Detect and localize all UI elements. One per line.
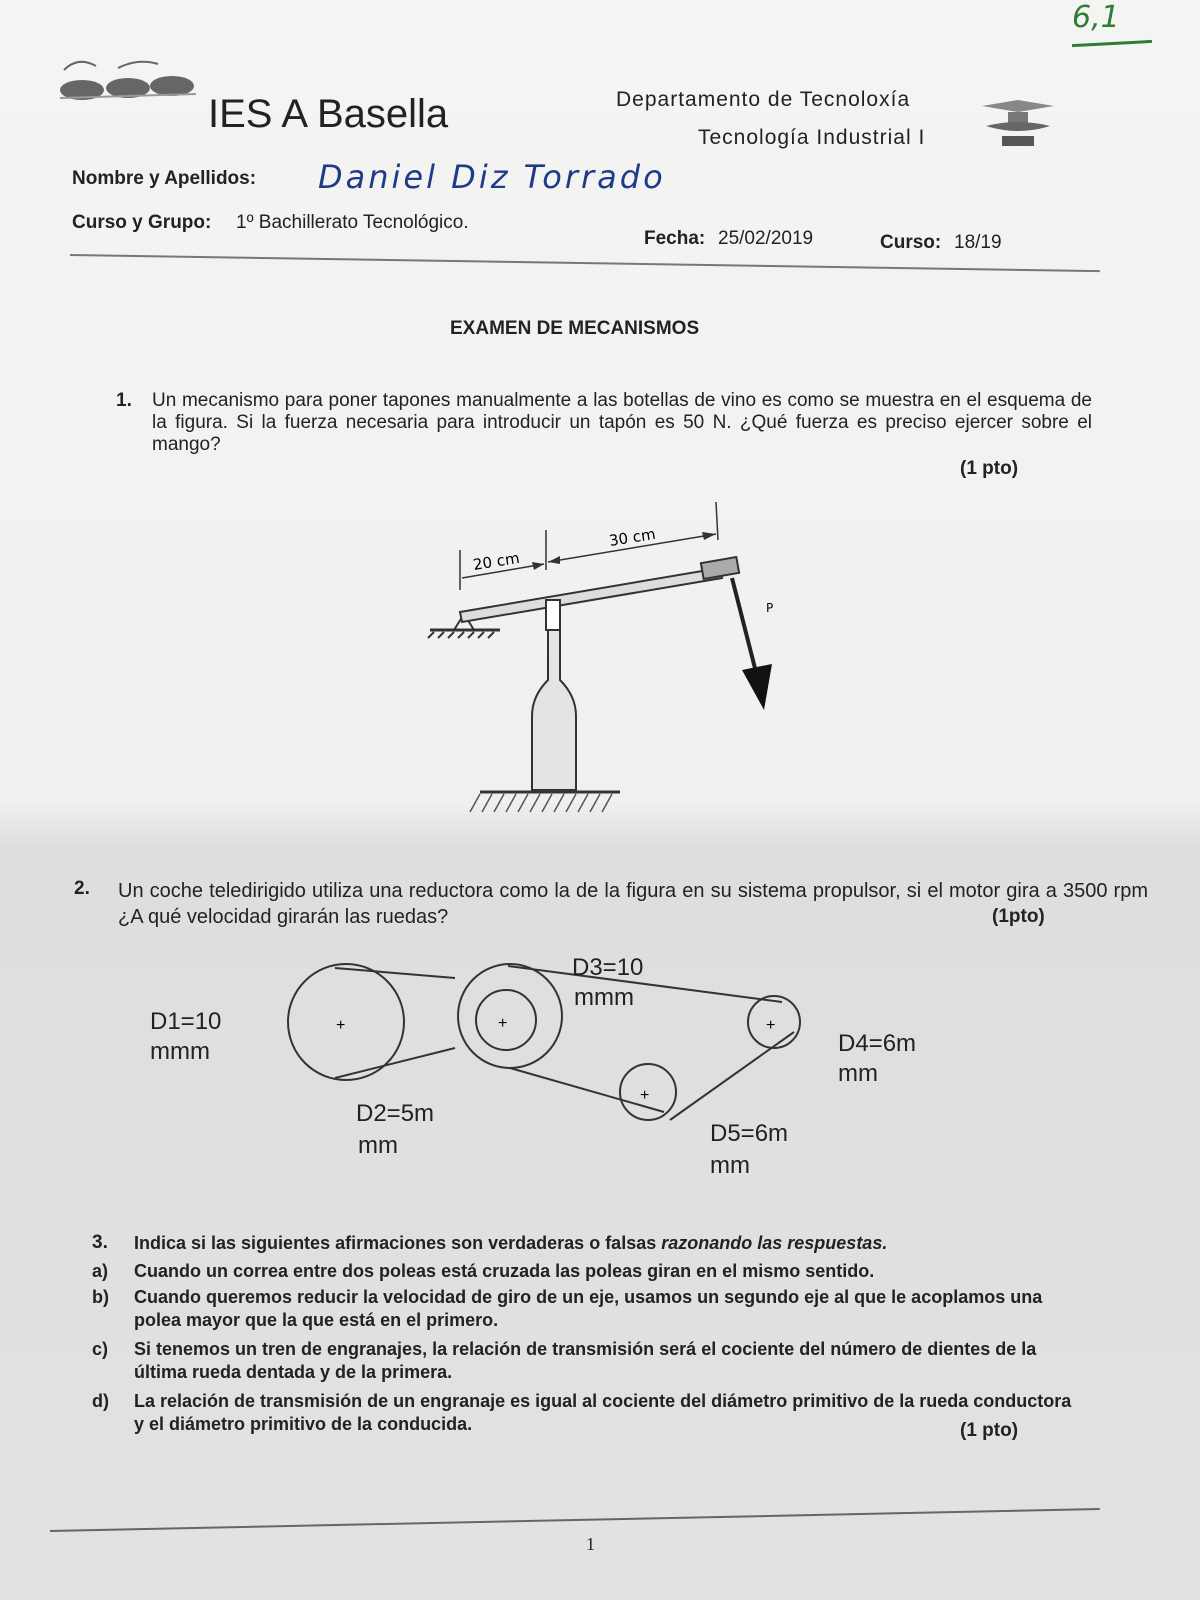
belt-d1-d2-top bbox=[335, 968, 455, 978]
q1-text: Un mecanismo para poner tapones manualmente a las botellas de vino es como se muestra en el esquema de la figura. Si la fuerza necesaria para introducir un tapón es 50 N. ¿Qué fuerza es preciso ejercer sobre el mango? bbox=[152, 390, 1092, 455]
q3-item-a-letter: a) bbox=[92, 1261, 109, 1281]
subject-name: Tecnología Industrial I bbox=[698, 126, 926, 149]
exam-title: EXAMEN DE MECANISMOS bbox=[450, 318, 700, 339]
year-value: 18/19 bbox=[954, 232, 1002, 253]
q3-item-b: Cuando queremos reducir la velocidad de giro de un eje, usamos un segundo eje al que le acoplamos una polea mayor que la que está en el primero. bbox=[134, 1287, 1043, 1330]
grade-underline bbox=[1072, 40, 1152, 47]
grade-mark: 6,1 bbox=[1072, 0, 1120, 35]
pulley-d3 bbox=[458, 964, 562, 1068]
force-arrow-head bbox=[742, 664, 772, 710]
label-d3: D3=10 bbox=[572, 954, 644, 981]
pulley-d2-plus: + bbox=[498, 1015, 508, 1032]
q1-number: 1. bbox=[116, 390, 132, 411]
label-d4: D4=6m bbox=[838, 1030, 917, 1057]
pivot-hatch bbox=[428, 632, 494, 638]
q3-item-c: Si tenemos un tren de engranajes, la relación de transmisión será el cociente del número de dientes de la última rueda dentada y de la primera. bbox=[134, 1339, 1037, 1382]
date-value: 25/02/2019 bbox=[718, 228, 814, 249]
name-value: Daniel Diz Torrado bbox=[318, 158, 666, 196]
date-label: Fecha: bbox=[644, 228, 706, 249]
belt-d5-d4 bbox=[670, 1032, 794, 1120]
force-arrow-shaft bbox=[732, 578, 758, 680]
q3-item-a: Cuando un correa entre dos poleas está cruzada las poleas giran en el mismo sentido. bbox=[134, 1261, 875, 1281]
q1-points: (1 pto) bbox=[960, 458, 1019, 479]
pulley-d5-plus: + bbox=[640, 1087, 650, 1104]
dim-arrow-30a bbox=[548, 556, 560, 564]
header-divider bbox=[70, 254, 1100, 272]
label-d2: D2=5m bbox=[356, 1100, 435, 1127]
pulley-d4-plus: + bbox=[766, 1017, 776, 1034]
plunger bbox=[546, 600, 560, 630]
label-d5-unit: mm bbox=[710, 1152, 750, 1179]
dim-arrow-20 bbox=[532, 562, 544, 570]
bottle bbox=[532, 630, 576, 790]
school-logo-icon bbox=[58, 52, 198, 108]
q3-item-b-letter: b) bbox=[92, 1287, 109, 1307]
footer-divider bbox=[50, 1508, 1100, 1532]
label-d3-unit: mmm bbox=[574, 984, 634, 1011]
dim-label-20: 20 cm bbox=[471, 548, 521, 574]
label-d1: D1=10 bbox=[150, 1008, 222, 1035]
course-value: 1º Bachillerato Tecnológico. bbox=[236, 212, 469, 233]
q3-item-d: La relación de transmisión de un engranaje es igual al cociente del diámetro primitivo de la rueda conductora y el diámetro primitivo de la conducida. bbox=[134, 1391, 1072, 1434]
department-emblem-icon bbox=[978, 96, 1058, 152]
q3-item-d-letter: d) bbox=[92, 1391, 109, 1411]
school-name: IES A Basella bbox=[208, 92, 449, 136]
belt-d3-d4-top bbox=[508, 966, 782, 1002]
label-d1-unit: mmm bbox=[150, 1038, 210, 1065]
department-name: Departamento de Tecnoloxía bbox=[616, 88, 911, 111]
q3-points: (1 pto) bbox=[960, 1420, 1019, 1441]
dim-tick-right bbox=[716, 502, 718, 540]
dim-arrow-30b bbox=[702, 532, 716, 540]
q2-points: (1pto) bbox=[992, 906, 1045, 927]
force-label: P bbox=[766, 601, 774, 615]
year-label: Curso: bbox=[880, 232, 942, 253]
q1-lever-figure bbox=[420, 500, 820, 840]
lever-bar bbox=[460, 568, 722, 622]
q3-number: 3. bbox=[92, 1232, 108, 1253]
q3-intro-emphasis: razonando las respuestas. bbox=[661, 1233, 888, 1253]
q2-text: Un coche teledirigido utiliza una reductora como la de la figura en su sistema propulsor, si el motor gira a 3500 rpm ¿A qué velocidad girarán las ruedas? bbox=[118, 880, 1148, 928]
q2-number: 2. bbox=[74, 878, 90, 899]
name-label: Nombre y Apellidos: bbox=[72, 168, 257, 189]
label-d4-unit: mm bbox=[838, 1060, 878, 1087]
pulley-d1-plus: + bbox=[336, 1017, 346, 1034]
lever-handle bbox=[701, 557, 739, 579]
bottle-ground-hatch bbox=[470, 794, 612, 812]
q3-item-c-letter: c) bbox=[92, 1339, 109, 1359]
label-d5: D5=6m bbox=[710, 1120, 789, 1147]
q3-intro: Indica si las siguientes afirmaciones son verdaderas o falsas razonando las respuestas. bbox=[134, 1233, 888, 1253]
page-number: 1 bbox=[586, 1534, 595, 1554]
pulley-d1 bbox=[288, 964, 404, 1080]
dim-label-30: 30 cm bbox=[607, 524, 657, 550]
label-d2-unit: mm bbox=[358, 1132, 398, 1159]
course-label: Curso y Grupo: bbox=[72, 212, 212, 233]
